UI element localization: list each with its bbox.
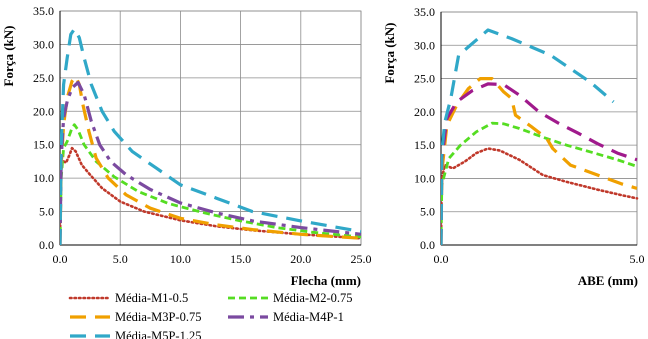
series-line-2	[441, 123, 637, 245]
y-tick-label: 20.0	[33, 104, 54, 119]
x-tick-label: 5.0	[112, 252, 128, 266]
chart-left	[1, 4, 372, 288]
y-tick-label: 15.0	[414, 138, 435, 153]
x-tick-label: 15.0	[230, 252, 252, 266]
y-tick-label: 35.0	[414, 5, 435, 19]
series-line-5	[441, 30, 614, 245]
series-line-3	[441, 79, 637, 245]
x-tick-label: 10.0	[169, 252, 191, 266]
y-tick-label: 10.0	[33, 171, 54, 186]
y-tick-label: 25.0	[33, 70, 54, 85]
y-tick-label: 5.0	[420, 204, 435, 219]
legend	[70, 291, 353, 339]
legend-label: Média-M4P-1	[273, 310, 344, 324]
y-tick-label: 5.0	[39, 204, 54, 219]
x-axis-label: Flecha (mm)	[290, 273, 361, 288]
y-tick-label: 15.0	[33, 137, 54, 152]
y-tick-label: 10.0	[414, 171, 435, 186]
y-tick-label: 35.0	[33, 4, 54, 18]
x-tick-label: 0.0	[52, 252, 68, 266]
series-line-4	[441, 84, 637, 245]
series-line-4	[60, 83, 361, 246]
series-group	[441, 30, 637, 245]
series-line-3	[60, 77, 361, 246]
x-tick-label: 20.0	[290, 252, 312, 266]
legend-label: Média-M2-0.75	[273, 291, 353, 305]
x-axis-label: ABE (mm)	[577, 273, 638, 288]
y-tick-label: 20.0	[414, 104, 435, 119]
y-tick-label: 0.0	[420, 238, 435, 252]
legend-label: Média-M5P-1.25	[115, 329, 202, 339]
y-axis-label: Força (kN)	[382, 22, 397, 84]
series-line-2	[60, 125, 361, 245]
x-tick-label: 0.0	[433, 252, 449, 266]
y-tick-label: 30.0	[414, 38, 435, 53]
series-line-1	[441, 149, 637, 246]
y-tick-label: 0.0	[39, 238, 54, 252]
legend-label: Média-M3P-0.75	[115, 310, 202, 324]
y-tick-label: 25.0	[414, 71, 435, 86]
y-axis-label: Força (kN)	[1, 25, 16, 87]
y-tick-label: 30.0	[33, 37, 54, 52]
series-group	[60, 29, 361, 245]
chart-right	[382, 5, 645, 288]
x-tick-label: 25.0	[350, 252, 372, 266]
x-tick-label: 5.0	[629, 252, 645, 266]
legend-label: Média-M1-0.5	[115, 291, 189, 305]
